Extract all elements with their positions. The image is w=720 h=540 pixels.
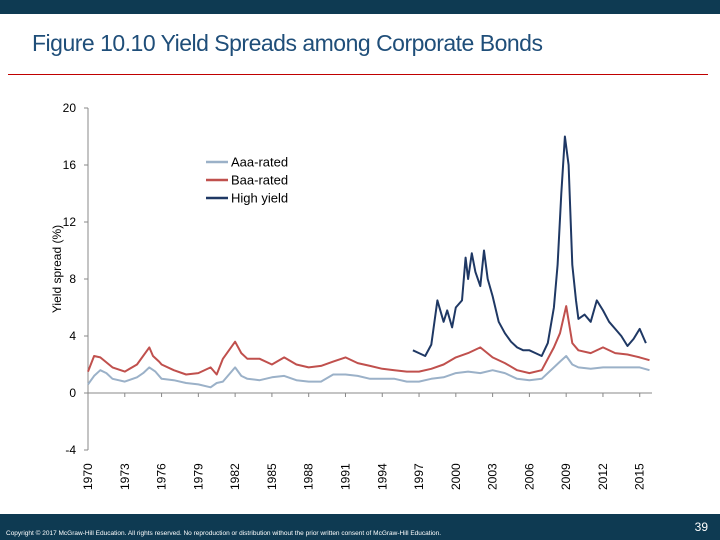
series-line-high-yield xyxy=(413,137,646,357)
y-tick-label: 0 xyxy=(69,386,76,400)
x-tick-label: 1991 xyxy=(338,463,353,490)
series-line-aaa-rated xyxy=(88,356,650,387)
x-tick-label: 2015 xyxy=(632,463,647,490)
x-tick-label: 1970 xyxy=(81,463,95,490)
y-tick-label: 8 xyxy=(69,272,76,286)
series-line-baa-rated xyxy=(88,306,650,374)
copyright-notice: Copyright © 2017 McGraw-Hill Education. All rights reserved. No reproduction or distribution without the prior written consent of McGraw-Hill Education. xyxy=(6,530,442,537)
legend-label: Aaa-rated xyxy=(231,154,289,170)
y-tick-label: 12 xyxy=(62,215,76,229)
x-tick-label: 2006 xyxy=(522,463,537,490)
x-tick-label: 2009 xyxy=(559,463,574,490)
x-tick-label: 1976 xyxy=(154,463,169,490)
y-axis-label: Yield spread (%) xyxy=(50,224,64,314)
x-axis xyxy=(81,393,652,490)
x-tick-label: 1982 xyxy=(228,463,243,490)
x-tick-label: 1997 xyxy=(412,463,427,490)
x-tick-label: 1973 xyxy=(117,463,132,490)
y-tick-label: 16 xyxy=(62,158,76,172)
legend-label: Baa-rated xyxy=(231,172,289,188)
slide-title: Figure 10.10 Yield Spreads among Corporate Bonds xyxy=(32,30,543,56)
x-tick-label: 2000 xyxy=(448,463,463,490)
x-tick-label: 2012 xyxy=(595,463,610,490)
x-tick-label: 1994 xyxy=(375,463,390,490)
x-tick-label: 1985 xyxy=(264,463,279,490)
y-tick-label: 4 xyxy=(69,329,76,343)
y-axis xyxy=(63,101,88,457)
x-tick-label: 2003 xyxy=(485,463,500,490)
x-tick-label: 1988 xyxy=(301,463,316,490)
y-tick-label: 20 xyxy=(62,101,76,115)
legend xyxy=(200,152,314,210)
page-number: 39 xyxy=(694,520,708,534)
y-tick-label: -4 xyxy=(65,443,76,457)
x-tick-label: 1979 xyxy=(191,463,206,490)
series-lines xyxy=(88,137,650,388)
legend-label: High yield xyxy=(231,190,289,206)
